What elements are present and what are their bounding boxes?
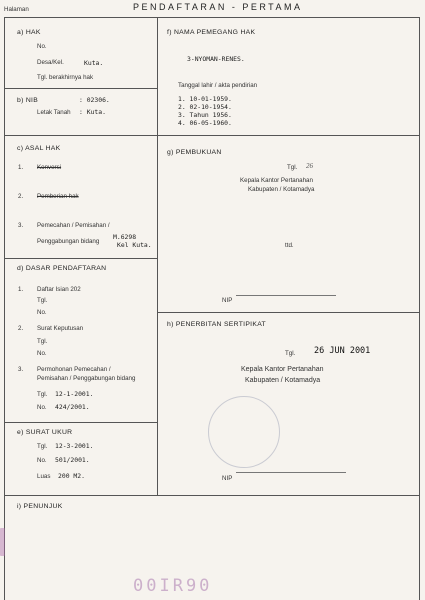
pembukuan-office-2: Kabupaten / Kotamadya (248, 186, 315, 193)
holder-name: 3-NYOMAN-RENES. (187, 55, 245, 63)
asal-item-2-number: 2. (18, 193, 24, 200)
asal-item-3-value: M.6298 (113, 233, 137, 241)
nib-value: : 02306. (79, 96, 110, 104)
dasar-item-1-number: 1. (18, 286, 24, 293)
penerbitan-office-2: Kabupaten / Kotamadya (245, 377, 321, 384)
birth-date-3: 3. Tahun 1956. (178, 111, 232, 119)
row-divider-e (4, 422, 157, 423)
penerbitan-tgl-label: Tgl. (285, 350, 296, 357)
row-divider-d (157, 312, 420, 313)
frame-right (419, 17, 420, 600)
birth-date-label: Tanggal lahir / akta pendirian (178, 82, 258, 89)
pembukuan-tgl-label: Tgl. (287, 164, 298, 171)
section-d-title: d) DASAR PENDAFTARAN (17, 265, 107, 272)
field-tgl-berakhir-label: Tgl. berakhirnya hak (37, 74, 94, 81)
pembukuan-date-partial: 26 (306, 162, 313, 170)
row-divider-b (4, 135, 420, 136)
dasar-item-2-no: No. (37, 350, 47, 357)
section-e-title: e) SURAT UKUR (17, 429, 73, 436)
asal-item-3-number: 3. (18, 222, 24, 229)
official-seal (208, 396, 280, 468)
field-desa-value: Kuta. (84, 59, 104, 67)
field-no-label: No. (37, 43, 47, 50)
dasar-item-2-label: Surat Keputusan (37, 325, 84, 332)
frame-top (4, 17, 420, 18)
asal-item-3-label-line2: Penggabungan bidang (37, 238, 100, 245)
row-divider-a (4, 88, 157, 89)
dasar-item-3-label-line2: Pemisahan / Penggabungan bidang (37, 375, 136, 382)
serial-watermark: 00IR90 (133, 576, 213, 596)
surat-ukur-luas-value: 200 M2. (58, 472, 85, 480)
birth-date-1: 1. 10-01-1959. (178, 95, 232, 103)
section-i-title: i) PENUNJUK (17, 503, 63, 510)
asal-item-1-number: 1. (18, 164, 24, 171)
surat-ukur-luas-label: Luas (37, 473, 51, 480)
asal-item-3-value-line2: Kel Kuta. (117, 241, 152, 249)
letak-tanah-label: Letak Tanah (37, 109, 71, 116)
dasar-item-2-tgl: Tgl. (37, 338, 48, 345)
page-label: Halaman (4, 6, 29, 13)
surat-ukur-no-value: 501/2001. (55, 456, 90, 464)
dasar-item-3-tgl-value: 12-1-2001. (55, 390, 94, 398)
asal-item-2-label: Pemberian hak (37, 193, 79, 200)
row-divider-f (4, 495, 420, 496)
dasar-item-3-number: 3. (18, 366, 24, 373)
section-g-title: g) PEMBUKUAN (167, 149, 222, 156)
birth-date-2: 2. 02-10-1954. (178, 103, 232, 111)
dasar-item-1-tgl: Tgl. (37, 297, 48, 304)
field-desa-label: Desa/Kel. (37, 59, 64, 66)
pembukuan-signature-line (236, 295, 336, 296)
purple-mark (0, 528, 5, 556)
dasar-item-3-no-value: 424/2001. (55, 403, 90, 411)
section-a-title: a) HAK (17, 29, 41, 36)
dasar-item-3-label: Permohonan Pemecahan / (37, 366, 111, 373)
asal-item-1-label: Konversi (37, 164, 62, 171)
section-f-title: f) NAMA PEMEGANG HAK (167, 29, 256, 36)
birth-date-4: 4. 06-05-1960. (178, 119, 232, 127)
letak-tanah-value: : Kuta. (79, 108, 106, 116)
penerbitan-office-1: Kepala Kantor Pertanahan (241, 366, 324, 373)
surat-ukur-no-label: No. (37, 457, 47, 464)
section-h-title: h) PENERBITAN SERTIPIKAT (167, 321, 266, 328)
asal-item-3-label: Pemecahan / Pemisahan / (37, 222, 110, 229)
surat-ukur-tgl-value: 12-3-2001. (55, 442, 94, 450)
dasar-item-3-tgl-label: Tgl. (37, 391, 48, 398)
pembukuan-ttd: ttd. (285, 242, 294, 249)
pembukuan-nip-label: NIP (222, 297, 233, 304)
dasar-item-1-label: Daftar Isian 202 (37, 286, 81, 293)
surat-ukur-tgl-label: Tgl. (37, 443, 48, 450)
penerbitan-date: 26 JUN 2001 (314, 346, 371, 356)
pembukuan-office-1: Kepala Kantor Pertanahan (240, 177, 313, 184)
dasar-item-1-no: No. (37, 309, 47, 316)
document-title: PENDAFTARAN - PERTAMA (133, 2, 303, 12)
penerbitan-signature-line (236, 472, 346, 473)
row-divider-c (4, 258, 157, 259)
column-divider (157, 17, 158, 495)
section-b-title: b) NIB (17, 97, 39, 104)
section-c-title: c) ASAL HAK (17, 145, 61, 152)
frame-left (4, 17, 5, 600)
dasar-item-2-number: 2. (18, 325, 24, 332)
penerbitan-nip-label: NIP (222, 475, 233, 482)
dasar-item-3-no-label: No. (37, 404, 47, 411)
